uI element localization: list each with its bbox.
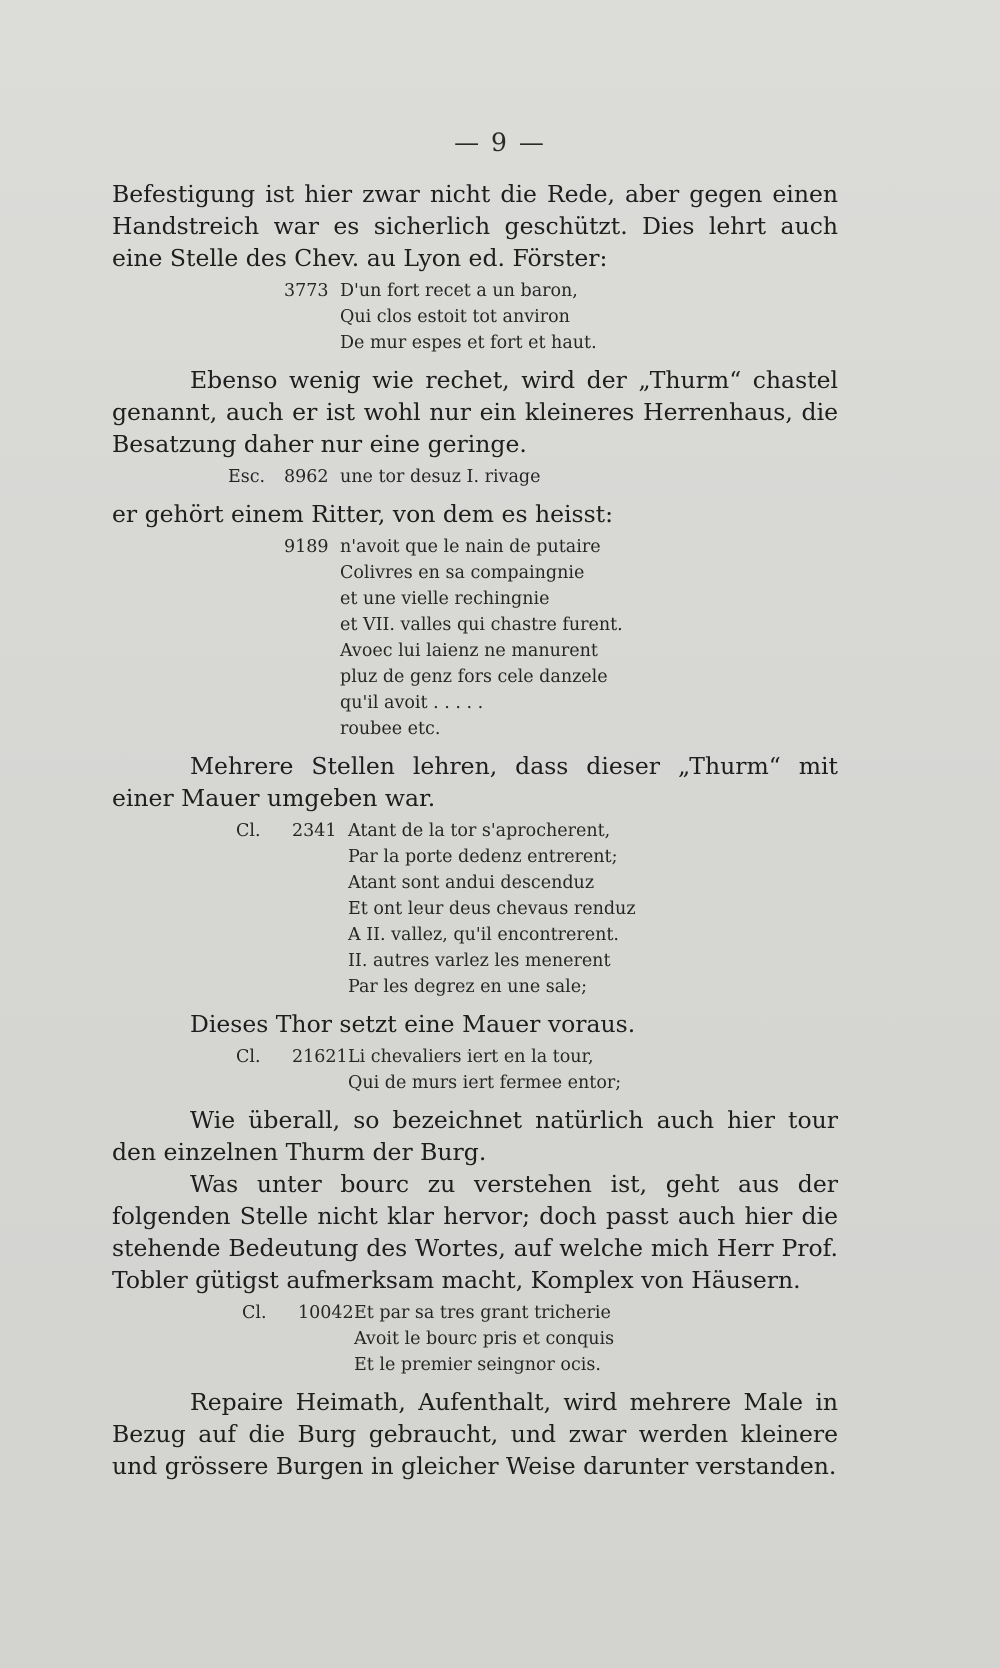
verse-number	[292, 922, 348, 948]
paragraph: Ebenso wenig wie rechet, wird der „Thurm“ chastel genannt, auch er ist wohl nur ein kleineres Herrenhaus, die Besatzung daher nur eine geringe.	[112, 366, 838, 458]
verse-text: une tor desuz I. rivage	[340, 467, 541, 487]
verse-quotation	[284, 278, 838, 356]
verse-line	[236, 974, 838, 1000]
verse-number	[298, 1352, 354, 1378]
source-abbreviation	[236, 870, 292, 896]
source-abbreviation	[236, 974, 292, 1000]
verse-number	[292, 1070, 348, 1096]
verse-line	[284, 612, 838, 638]
verse-number	[284, 690, 340, 716]
verse-number	[284, 664, 340, 690]
verse-text: Par la porte dedenz entrerent;	[348, 847, 618, 867]
paragraph: Repaire Heimath, Aufenthalt, wird mehrere Male in Bezug auf die Burg gebraucht, und zwar werden kleinere und grössere Burgen in gleicher Weise darunter verstanden.	[112, 1388, 838, 1480]
verse-number	[292, 870, 348, 896]
verse-text: Atant sont andui descenduz	[348, 873, 595, 893]
verse-line	[284, 664, 838, 690]
source-abbreviation	[242, 1326, 298, 1352]
verse-text: Atant de la tor s'aprocherent,	[348, 821, 611, 841]
verse-line	[242, 1300, 838, 1326]
verse-number: 10042	[298, 1303, 354, 1323]
verse-number	[284, 716, 340, 742]
paragraph: Dieses Thor setzt eine Mauer voraus.	[190, 1010, 636, 1038]
verse-text: Avoec lui laienz ne manurent	[340, 641, 598, 661]
verse-number	[298, 1326, 354, 1352]
verse-line	[236, 1070, 838, 1096]
page-number: — 9 —	[454, 128, 546, 157]
source-abbreviation	[236, 922, 292, 948]
verse-line	[284, 278, 838, 304]
verse-quotation	[236, 1044, 838, 1096]
verse-text: Qui de murs iert fermee entor;	[348, 1073, 622, 1093]
paragraph: er gehört einem Ritter, von dem es heisst:	[112, 500, 614, 528]
verse-number	[284, 638, 340, 664]
verse-line	[236, 818, 838, 844]
verse-line	[236, 1044, 838, 1070]
source-abbreviation	[236, 844, 292, 870]
verse-number	[284, 304, 340, 330]
verse-line	[242, 1352, 838, 1378]
verse-number: 21621	[292, 1047, 348, 1067]
verse-text: roubee etc.	[340, 719, 441, 739]
verse-line	[242, 1326, 838, 1352]
verse-line	[236, 844, 838, 870]
source-abbreviation	[236, 896, 292, 922]
source-abbreviation: Cl.	[236, 821, 261, 841]
verse-text: et VII. valles qui chastre furent.	[340, 615, 623, 635]
verse-text: Et par sa tres grant tricherie	[354, 1303, 611, 1323]
verse-text: Et ont leur deus chevaus renduz	[348, 899, 636, 919]
verse-text: Li chevaliers iert en la tour,	[348, 1047, 594, 1067]
source-abbreviation	[242, 1352, 298, 1378]
page-content	[112, 178, 838, 1482]
verse-text: Par les degrez en une sale;	[348, 977, 588, 997]
verse-line	[236, 896, 838, 922]
paragraph: Mehrere Stellen lehren, dass dieser „Thurm“ mit einer Mauer umgeben war.	[112, 752, 838, 812]
paragraph: Was unter bourc zu verstehen ist, geht aus der folgenden Stelle nicht klar hervor; doch passt auch hier die stehende Bedeutung des Wortes, auf welche mich Herr Prof. Tobler gütigst aufmerksam macht, Komplex von Häusern.	[112, 1170, 838, 1294]
verse-quotation	[228, 464, 838, 490]
verse-line	[284, 690, 838, 716]
verse-number	[284, 612, 340, 638]
verse-number	[284, 560, 340, 586]
verse-quotation	[242, 1300, 838, 1378]
verse-text: et une vielle rechingnie	[340, 589, 550, 609]
verse-number	[284, 586, 340, 612]
verse-text: Et le premier seingnor ocis.	[354, 1355, 601, 1375]
verse-line	[228, 464, 838, 490]
source-abbreviation: Cl.	[236, 1047, 261, 1067]
verse-number: 9189	[284, 537, 329, 557]
verse-line	[284, 716, 838, 742]
verse-text: n'avoit que le nain de putaire	[340, 537, 601, 557]
verse-number	[292, 844, 348, 870]
verse-number: 8962	[284, 467, 329, 487]
verse-line	[236, 870, 838, 896]
verse-number: 3773	[284, 281, 329, 301]
verse-line	[236, 948, 838, 974]
verse-text: qu'il avoit . . . . .	[340, 693, 484, 713]
verse-text: D'un fort recet a un baron,	[340, 281, 578, 301]
verse-line	[284, 560, 838, 586]
source-abbreviation	[236, 948, 292, 974]
verse-line	[236, 922, 838, 948]
paragraph: Wie überall, so bezeichnet natürlich auch hier tour den einzelnen Thurm der Burg.	[112, 1106, 838, 1166]
verse-number	[292, 948, 348, 974]
verse-number	[292, 974, 348, 1000]
verse-quotation	[236, 818, 838, 1000]
verse-text: De mur espes et fort et haut.	[340, 333, 597, 353]
source-abbreviation: Cl.	[242, 1303, 267, 1323]
source-abbreviation: Esc.	[228, 467, 266, 487]
source-abbreviation	[236, 1070, 292, 1096]
verse-line	[284, 304, 838, 330]
verse-line	[284, 330, 838, 356]
verse-text: A II. vallez, qu'il encontrerent.	[348, 925, 619, 945]
verse-quotation	[284, 534, 838, 742]
verse-line	[284, 586, 838, 612]
verse-number	[284, 330, 340, 356]
verse-line	[284, 638, 838, 664]
verse-text: Avoit le bourc pris et conquis	[354, 1329, 615, 1349]
verse-text: II. autres varlez les menerent	[348, 951, 611, 971]
verse-text: Qui clos estoit tot anviron	[340, 307, 570, 327]
verse-number: 2341	[292, 821, 337, 841]
verse-number	[292, 896, 348, 922]
verse-text: pluz de genz fors cele danzele	[340, 667, 608, 687]
verse-line	[284, 534, 838, 560]
paragraph: Befestigung ist hier zwar nicht die Rede, aber gegen einen Handstreich war es sicherlich geschützt. Dies lehrt auch eine Stelle des Chev. au Lyon ed. Förster:	[112, 180, 838, 272]
verse-text: Colivres en sa compaingnie	[340, 563, 585, 583]
